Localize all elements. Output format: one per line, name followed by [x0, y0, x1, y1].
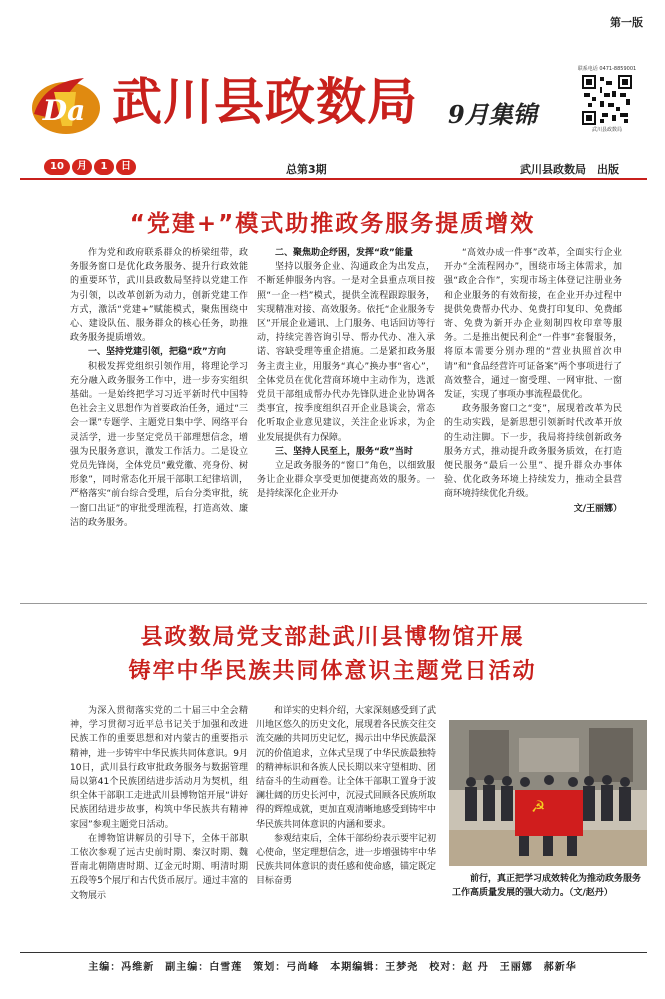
article1-column-1: [70, 246, 248, 530]
qr-label-text: 武川县政数局: [591, 127, 622, 133]
paragraph: 政务服务窗口之“变”，展现着改革为民的生动实践，是新思想引领新时代改革开放的生动注脚。下一步，我局将持续创新政务服务方式，推动提升政务服务质效，在打造便民服务“最后一公里”、提升群众办事体验、优化政务环境上持续发力，推动全县营商环境持续优化升级。: [444, 404, 622, 500]
section-subheading: 三、坚持人民至上，服务“政”当时: [275, 446, 413, 457]
paragraph: “高效办成一件事”改革，全面实行企业开办“全流程网办”，围绕市场主体需求，加强“政企合作”，实现市场主体登记注册业务和企业服务的有效衔接，在企业开办过程中提供免费帮办代办、免费打印复印、免费邮寄、免费为新开办企业刻制四枚印章等服务。二是推出便民利企“一件事”套餐服务，将原本需要分别办理的“营业执照首次申请”和“食品经营许可证备案”两个事项进行了高效整合，通过一窗受理、一网审批、一窗发证，实现了事项办事流程最优化。: [444, 248, 622, 401]
article1-column-2: [257, 246, 435, 502]
date-chip-day-number: 1: [94, 159, 114, 175]
section-divider: [20, 603, 647, 604]
article1-headline: “党建+”模式助推政务服务提质增效: [129, 211, 536, 237]
article2-photo-caption: 前行，真正把学习成效转化为推动政务服务工作高质量发展的强大动力。（文/赵丹）: [452, 874, 642, 898]
paragraph: 坚持以服务企业、沟通政企为出发点，不断延伸服务内容。一是对全县重点项目按照“一企一档”模式，提供全流程跟踪服务，实现精准对接、高效服务。依托“企业服务专区”开展企业通讯、上门服务、电话回访等行动，持续完善咨询引导、帮办代办、准入承诺、容缺受理等重企措施。二是紧扣政务服务主责主业，用服务“真心”换办事“省心”，全体党员在优化营商环境中主动作为，选派党员干部组成帮办代办先锋队进企业协调各类事宜，按季度组织召开企业恳谈会，常态化听取企业意见建议，关注企业诉求，为企业发展提供有力保障。: [257, 262, 435, 443]
svg-text:Da: Da: [42, 94, 86, 127]
issue-date: [44, 159, 136, 175]
article-signature: 文/王丽娜）: [573, 503, 622, 514]
bureau-logo-icon: [24, 62, 104, 142]
masthead-subtitle: 9月集锦: [448, 100, 537, 129]
date-chip-month: 月: [72, 159, 92, 175]
date-chip-day: 日: [116, 159, 136, 175]
paragraph: 和详实的史料介绍，大家深刻感受到了武川地区悠久的历史文化，展现着各民族交往交流交融的共同历史记忆，揭示出中华民族最深沉的价值追求，立体式呈现了中华民族最独特的精神标识和各族人民长期以来守望相助、团结奋斗的生动画卷。让全体干部职工置身于波澜壮阔的历史长河中，沉浸式回顾各民族所取得的辉煌成就，更加直观清晰地感受到铸牢中华民族共同体意识的内涵和要求。: [256, 706, 437, 830]
qr-code-icon: [582, 75, 632, 125]
issue-number: 总第3期: [286, 163, 327, 176]
qr-block: [572, 66, 642, 134]
publisher: 武川县政数局 出版: [520, 163, 619, 176]
paragraph: 在博物馆讲解员的引导下，全体干部职工依次参观了远古史前时期、秦汉时期、魏晋南北朝隋唐时期、辽金元时期、明清时期五段等5个展厅和古代货币展厅。通过丰富的文物展示: [70, 833, 248, 901]
group-photo-image: [449, 720, 647, 866]
article2-column-1: [70, 704, 248, 903]
page-label: 第一版: [610, 16, 643, 29]
article2-column-2: [256, 704, 436, 889]
article2-headline-line1: 县政数局党支部赴武川县博物馆开展: [140, 625, 525, 650]
masthead-divider: [20, 178, 647, 180]
paragraph: 参观结束后，全体干部纷纷表示要牢记初心使命，坚定理想信念，进一步增强铸牢中华民族共同体意识的责任感和使命感，锚定既定目标奋勇: [256, 833, 437, 887]
paragraph: 积极发挥党组织引领作用，将理论学习充分融入政务服务工作中，进一步夯实组织基础。一是始终把学习习近平新时代中国特色社会主义思想作为首要政治任务，通过“三会一课”专题学、主题党日集中学、网络平台灵活学，进一步坚定党员干部理想信念，增强为民服务意识，激发工作活力。二是设立党员先锋岗，全体党员“戴党徽、亮身份、树形象”，同时常态化开展干部职工纪律培训，严格落实“前台综合受理，后台分类审批，统一窗口出证”的审批受理流程，打造高效、廉洁的政务服务。: [70, 361, 248, 528]
paragraph: 立足政务服务的“窗口”角色，以细致服务让企业群众享受更加便捷高效的服务。一是持续深化企业开办: [257, 461, 435, 500]
section-subheading: 一、坚持党建引领，把稳“政”方向: [88, 347, 226, 358]
paragraph: 作为党和政府联系群众的桥梁纽带，政务服务窗口是优化政务服务、提升行政效能的重要环节，武川县政数局坚持以党建工作为引领，以改革创新为动力，创新党建工作方式，激活“党建+”赋能模式，聚焦围绕中心、建设队伍、服务群众的核心任务，助推政务服务提质增效。: [70, 248, 248, 344]
article2-headline-line2: 铸牢中华民族共同体意识主题党日活动: [128, 659, 537, 684]
editorial-credits: 主编：冯维新 副主编：白雪莲 策划：弓尚峰 本期编辑：王梦尧 校对：赵 丹 王丽娜 郝新华: [88, 962, 577, 973]
paragraph: 为深入贯彻落实党的二十届三中全会精神，学习贯彻习近平总书记关于加强和改进民族工作的重要思想和对内蒙古的重要指示精神，进一步铸牢中华民族共同体意识。9月10日，武川县行政审批政务服务与数据管理局以第41个民族团结进步活动月为契机，组织全体干部职工走进武川县博物馆开展“讲好民族团结进步故事，构筑中华民族共有精神家园”参观主题党日活动。: [70, 706, 248, 830]
masthead-title: 武川县政数局: [112, 72, 418, 131]
svg-text:☭: ☭: [531, 797, 546, 816]
footer-divider: [20, 952, 647, 953]
section-subheading: 二、聚焦助企纾困，发挥“政”能量: [275, 248, 413, 258]
date-chip-month-number: 10: [44, 159, 70, 175]
article1-column-3: [444, 246, 622, 516]
qr-contact-text: 联系电话 0471-8859001: [577, 66, 637, 72]
